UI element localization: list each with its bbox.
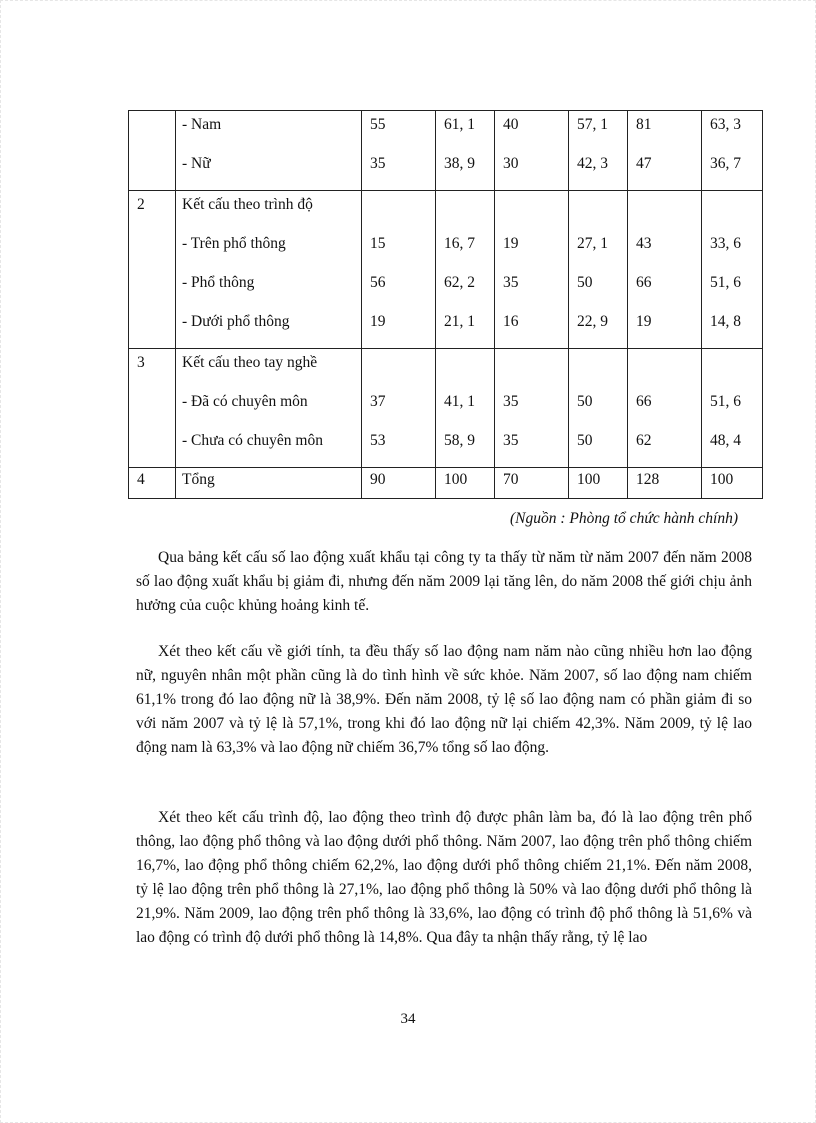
table-cell-line: Kết cấu theo trình độ <box>182 195 313 213</box>
table-cell-line: - Trên phổ thông <box>182 234 286 252</box>
table-cell-line: 51, 6 <box>710 274 741 292</box>
table-cell-line: 27, 1 <box>577 234 608 252</box>
table-cell-line: 53 <box>370 432 386 450</box>
table-cell-line: 66 <box>636 274 652 292</box>
table-cell-value <box>436 190 495 348</box>
table-cell-line: - Nam <box>182 116 222 133</box>
table-cell-value <box>495 190 569 348</box>
table-cell-line <box>569 191 627 230</box>
table-cell-line: 61, 1 <box>444 116 475 133</box>
table-cell-value <box>628 190 702 348</box>
table-cell-value <box>436 348 495 467</box>
table-cell-value <box>569 348 628 467</box>
table-cell-line: 22, 9 <box>577 313 608 331</box>
table-cell-line: 48, 4 <box>710 432 741 450</box>
table-cell-line: - Nữ <box>182 155 211 173</box>
page-number: 34 <box>400 1011 416 1027</box>
table-cell-value <box>362 467 436 498</box>
row-index: 2 <box>137 195 145 213</box>
table-cell-line <box>628 349 701 388</box>
table-cell-line <box>362 349 435 388</box>
table-cell-line: 58, 9 <box>444 432 475 450</box>
table-cell-value <box>436 467 495 498</box>
table-cell-line: 33, 6 <box>710 234 741 252</box>
table-cell-line: Kết cấu theo tay nghề <box>182 353 318 371</box>
table-cell-line: 100 <box>710 470 734 488</box>
table-cell-line: 16 <box>503 313 519 331</box>
table-cell-value <box>702 348 763 467</box>
table-cell-line: 63, 3 <box>710 116 741 133</box>
table-cell-line: 51, 6 <box>710 393 741 411</box>
table-cell-line: - Phổ thông <box>182 274 255 292</box>
table-cell-value <box>569 467 628 498</box>
table-cell-line: 19 <box>636 313 652 331</box>
table-cell-value <box>628 348 702 467</box>
table-cell-line: 42, 3 <box>577 155 608 173</box>
table-cell-line: - Dưới phổ thông <box>182 313 290 331</box>
table-cell-label <box>176 111 362 191</box>
table-source-note: (Nguồn : Phòng tổ chức hành chính) <box>510 510 738 527</box>
table-cell-value <box>702 190 763 348</box>
table-cell-value <box>628 111 702 191</box>
table-cell-line: 35 <box>503 393 519 411</box>
table-cell-line: 50 <box>577 274 593 292</box>
table-cell-line: 19 <box>370 313 386 331</box>
table-cell-index <box>129 467 176 498</box>
table-cell-index <box>129 348 176 467</box>
table-cell-line: 19 <box>503 234 519 252</box>
table-cell-line <box>702 191 762 230</box>
table-cell-value <box>495 348 569 467</box>
table-cell-line: 50 <box>577 432 593 450</box>
table-cell-line: 50 <box>577 393 593 411</box>
table-cell-line: 57, 1 <box>577 116 608 133</box>
table-cell-label <box>176 467 362 498</box>
table-cell-line: Tổng <box>182 470 215 488</box>
table-cell-value <box>569 190 628 348</box>
table-cell-line: 55 <box>370 116 386 133</box>
table-cell-line: 16, 7 <box>444 234 475 252</box>
table-cell-label <box>176 190 362 348</box>
labor-structure-table <box>128 110 763 499</box>
table-cell-value <box>362 190 436 348</box>
table-cell-line <box>436 349 494 388</box>
table-cell-value <box>702 111 763 191</box>
table-cell-line: 21, 1 <box>444 313 475 331</box>
table-cell-line: 43 <box>636 234 652 252</box>
table-cell-line: 128 <box>636 470 660 488</box>
table-row <box>129 348 763 467</box>
table-row <box>129 467 763 498</box>
table-cell-line: 100 <box>577 470 601 488</box>
table-cell-line: 47 <box>636 155 652 173</box>
table-row <box>129 190 763 348</box>
table-cell-index <box>129 111 176 191</box>
table-cell-value <box>628 467 702 498</box>
table-cell-value <box>362 348 436 467</box>
table-cell-line: 90 <box>370 470 386 488</box>
table-cell-line: 70 <box>503 470 519 488</box>
paragraph-overview: Qua bảng kết cấu số lao động xuất khẩu tại công ty ta thấy từ năm từ năm 2007 đến năm 2008 số lao động xuất khẩu bị giảm đi, nhưng đến năm 2009 lại tăng lên, do năm 2008 thế giới chịu ảnh hưởng của cuộc khủng hoảng kinh tế. <box>136 549 752 614</box>
table-cell-line: 81 <box>636 116 652 133</box>
table-cell-value <box>495 111 569 191</box>
table-cell-line: - Chưa có chuyên môn <box>182 432 323 450</box>
table-cell-line: 15 <box>370 234 386 252</box>
table-cell-line <box>569 349 627 388</box>
table-cell-value <box>569 111 628 191</box>
table-cell-value <box>436 111 495 191</box>
paragraph-gender: Xét theo kết cấu về giới tính, ta đều thấy số lao động nam năm nào cũng nhiều hơn lao động nữ, nguyên nhân một phần cũng là do tình hình về sức khỏe. Năm 2007, số lao động nam chiếm 61,1% trong đó lao động nữ là 38,9%. Đến năm 2008, tỷ lệ số lao động nam có phần giảm đi so với năm 2007 và tỷ lệ là 57,1%, trong khi đó lao động nữ lại chiếm 42,3%. Năm 2009, tỷ lệ lao động nam là 63,3% và lao động nữ chiếm 36,7% tổng số lao động. <box>136 643 752 756</box>
table-cell-line: 14, 8 <box>710 313 741 331</box>
table-cell-line: 30 <box>503 155 519 173</box>
table-cell-value <box>362 111 436 191</box>
table-cell-line <box>495 191 568 230</box>
paragraph-education: Xét theo kết cấu trình độ, lao động theo trình độ được phân làm ba, đó là lao động trên phổ thông, lao động phổ thông và lao động dưới phổ thông. Năm 2007, lao động trên phổ thông chiếm 16,7%, lao động phổ thông chiếm 62,2%, lao động dưới phổ thông chiếm 21,1%. Đến năm 2008, tỷ lệ lao động trên phổ thông là 27,1%, lao động phổ thông là 50% và lao động dưới phổ thông là 21,9%. Năm 2009, lao động trên phổ thông là 33,6%, lao động có trình độ phổ thông là 51,6% và lao động có trình độ dưới phổ thông là 14,8%. Qua đây ta nhận thấy rằng, tỷ lệ lao <box>136 809 752 946</box>
table-cell-line: 35 <box>503 432 519 450</box>
table-cell-line: 66 <box>636 393 652 411</box>
table-cell-value <box>702 467 763 498</box>
table-cell-line: 62 <box>636 432 652 450</box>
table-cell-value <box>495 467 569 498</box>
table-row <box>129 111 763 191</box>
row-index <box>129 111 175 150</box>
table-cell-line <box>702 349 762 388</box>
table-cell-line: 36, 7 <box>710 155 741 173</box>
row-index: 4 <box>137 470 145 488</box>
table-cell-line: 35 <box>370 155 386 173</box>
row-index: 3 <box>137 353 145 371</box>
table-cell-line: 62, 2 <box>444 274 475 292</box>
table-cell-line: 37 <box>370 393 386 411</box>
table-cell-line: 41, 1 <box>444 393 475 411</box>
table-cell-line: 38, 9 <box>444 155 475 173</box>
table-cell-line: 56 <box>370 274 386 292</box>
table-cell-line <box>436 191 494 230</box>
table-cell-line: 100 <box>444 470 468 488</box>
table-cell-line: - Đã có chuyên môn <box>182 393 308 411</box>
table-cell-index <box>129 190 176 348</box>
table-cell-line: 35 <box>503 274 519 292</box>
table-cell-line <box>362 191 435 230</box>
table-cell-label <box>176 348 362 467</box>
table-cell-line <box>495 349 568 388</box>
table-cell-line: 40 <box>503 116 519 133</box>
table-cell-line <box>628 191 701 230</box>
